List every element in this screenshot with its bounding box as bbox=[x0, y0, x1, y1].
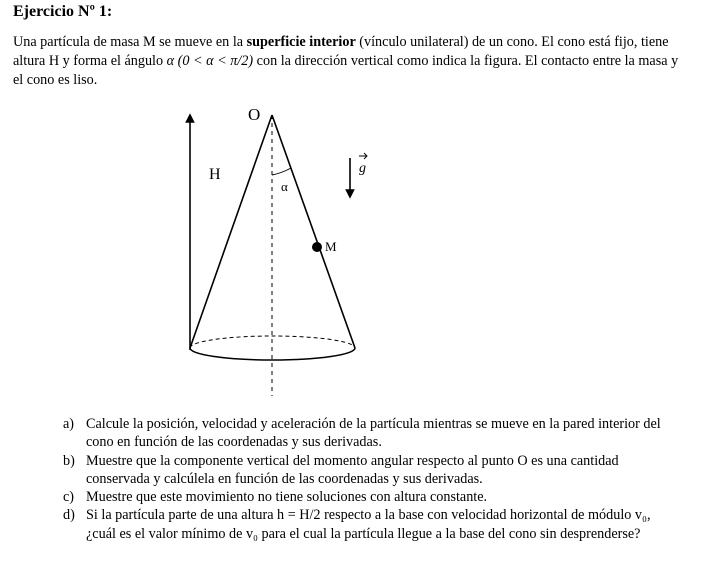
question-text: Muestre que la componente vertical del momento angular respecto al punto O es una cantidad conservada y calcúlela en función de las coordenadas y sus derivadas. bbox=[86, 452, 619, 487]
cone-right-side bbox=[272, 115, 355, 348]
question-item bbox=[63, 506, 663, 543]
question-item bbox=[63, 452, 663, 489]
gravity-vector-bar bbox=[359, 153, 367, 159]
question-label: b) bbox=[63, 452, 75, 469]
question-text: Muestre que este movimiento no tiene soluciones con altura constante. bbox=[86, 489, 488, 506]
question-text: Calcule la posición, velocidad y aceleración de la partícula mientras se mueve en la pared interior del cono en función de las coordenadas y sus derivadas. bbox=[86, 416, 661, 451]
question-item bbox=[63, 415, 663, 452]
question-list bbox=[63, 415, 663, 543]
statement-angle-range: (0 < α < π/2) bbox=[174, 53, 254, 69]
question-label: c) bbox=[63, 489, 75, 506]
statement-part-2: (vínculo unilateral) de un cono. El cono está fijo, tiene altura H y forma el ángulo bbox=[13, 34, 669, 69]
gravity-label: g bbox=[359, 161, 366, 176]
vertex-label: O bbox=[248, 105, 261, 124]
cone-figure bbox=[170, 100, 400, 400]
cone-left-side bbox=[190, 115, 272, 348]
question-item bbox=[63, 488, 663, 506]
angle-label: α bbox=[281, 179, 288, 194]
question-text: Si la partícula parte de una altura h = H/2 respecto a la base con velocidad horizontal de módulo v₀, ¿cuál es el valor mínimo de v₀ para el cual la partícula llegue a la base del cono sin desprenderse? bbox=[86, 507, 651, 542]
exercise-title: Ejercicio Nº 1: bbox=[13, 3, 113, 20]
statement-part-1: Una partícula de masa M se mueve en la bbox=[13, 34, 247, 50]
statement-part-3: con la dirección vertical como indica la figura. El contacto entre la masa y el cono es liso. bbox=[13, 53, 679, 88]
question-label: d) bbox=[63, 507, 75, 524]
mass-label: M bbox=[325, 239, 337, 254]
problem-statement bbox=[13, 33, 685, 90]
mass-particle bbox=[312, 242, 322, 252]
question-label: a) bbox=[63, 416, 75, 432]
angle-arc bbox=[272, 168, 291, 175]
statement-alpha: α bbox=[166, 53, 175, 69]
height-label: H bbox=[209, 166, 221, 183]
statement-emphasis: superficie interior bbox=[246, 34, 356, 50]
